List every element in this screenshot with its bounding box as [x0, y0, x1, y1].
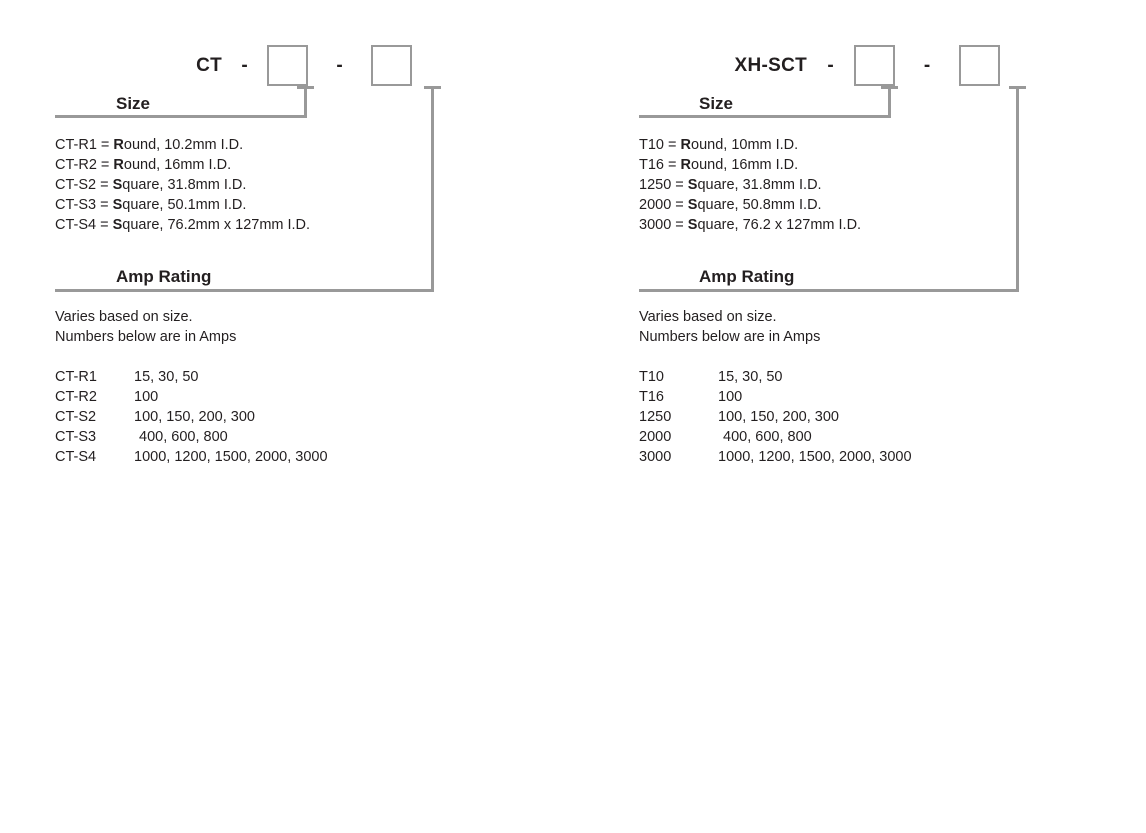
size-entry-rest: quare, 50.8mm I.D. [697, 197, 822, 213]
amp-rating-table [639, 367, 912, 467]
size-leader-vertical [888, 86, 891, 118]
part-number-box-size[interactable] [267, 45, 308, 86]
size-entry [55, 195, 310, 215]
size-entry-initial: S [112, 177, 123, 193]
amp-rating-note-line-2: Numbers below are in Amps [55, 329, 237, 345]
size-leader-horizontal [55, 115, 307, 118]
size-section-title: Size [699, 94, 734, 113]
size-entry-rest: ound, 16mm I.D. [691, 157, 799, 173]
table-row [55, 407, 328, 427]
amp-leader-horizontal [639, 289, 1019, 292]
part-number-separator-1: - [827, 54, 834, 76]
size-entry-code: T16 = [639, 157, 681, 173]
amp-leader-vertical [1016, 86, 1019, 292]
amp-row-code: CT-S3 [55, 429, 97, 445]
table-row [639, 407, 912, 427]
amp-row-code: CT-R1 [55, 369, 97, 385]
table-row [55, 427, 328, 447]
amp-rating-note-line-2: Numbers below are in Amps [639, 329, 821, 345]
amp-row-code: CT-S2 [55, 409, 97, 425]
size-entry-code: CT-R2 = [55, 157, 114, 173]
amp-row-values: 1000, 1200, 1500, 2000, 3000 [718, 449, 912, 465]
size-entry-code: CT-S2 = [55, 177, 113, 193]
amp-row-values: 100 [134, 389, 159, 405]
part-number-code-row [713, 42, 1000, 88]
part-number-prefix: CT [196, 54, 222, 76]
size-entry-list [639, 135, 861, 235]
amp-row-code: CT-R2 [55, 389, 97, 405]
table-row [639, 387, 912, 407]
part-number-box-amp-rating[interactable] [959, 45, 1000, 86]
table-row [639, 427, 912, 447]
amp-row-code: CT-S4 [55, 449, 97, 465]
amp-row-values: 100, 150, 200, 300 [718, 409, 839, 425]
size-entry-rest: ound, 10.2mm I.D. [123, 137, 244, 153]
amp-row-code: T16 [639, 389, 664, 405]
part-number-separator-1: - [241, 54, 248, 76]
part-number-box-size[interactable] [854, 45, 895, 86]
size-entry-code: 2000 = [639, 197, 688, 213]
size-entry [639, 175, 861, 195]
amp-row-code: 3000 [639, 449, 672, 465]
size-entry-code: 1250 = [639, 177, 688, 193]
amp-row-values: 100 [718, 389, 743, 405]
size-entry-rest: ound, 16mm I.D. [123, 157, 232, 173]
size-entry-initial: R [680, 137, 691, 153]
part-number-diagram-ct [42, 0, 552, 500]
size-entry [639, 215, 861, 235]
amp-row-code: 1250 [639, 409, 672, 425]
amp-rating-section-title: Amp Rating [116, 267, 212, 286]
size-entry-initial: S [687, 197, 698, 213]
size-entry-rest: quare, 76.2mm x 127mm I.D. [122, 217, 311, 233]
amp-row-values: 100, 150, 200, 300 [134, 409, 255, 425]
amp-leader-vertical [431, 86, 434, 292]
size-entry-rest: quare, 31.8mm I.D. [122, 177, 247, 193]
part-number-code-row [162, 42, 412, 88]
size-entry-rest: quare, 50.1mm I.D. [122, 197, 247, 213]
size-entry-rest: quare, 76.2 x 127mm I.D. [697, 217, 862, 233]
size-entry-code: CT-R1 = [55, 137, 114, 153]
size-entry [55, 215, 310, 235]
size-entry-code: T10 = [639, 137, 681, 153]
size-entry-initial: S [112, 197, 123, 213]
size-entry-code: 3000 = [639, 217, 688, 233]
amp-rating-note [639, 307, 820, 347]
amp-rating-note-line-1: Varies based on size. [55, 309, 193, 325]
table-row [639, 367, 912, 387]
size-entry [55, 155, 310, 175]
size-entry [55, 135, 310, 155]
size-entry-initial: S [687, 217, 698, 233]
table-row [55, 387, 328, 407]
amp-row-values: 400, 600, 800 [139, 429, 228, 445]
amp-row-values: 1000, 1200, 1500, 2000, 3000 [134, 449, 328, 465]
amp-rating-note [55, 307, 236, 347]
size-entry-code: CT-S4 = [55, 217, 113, 233]
table-row [639, 447, 912, 467]
size-leader-vertical [304, 86, 307, 118]
amp-row-values: 400, 600, 800 [723, 429, 812, 445]
part-number-box-amp-rating[interactable] [371, 45, 412, 86]
size-entry-rest: ound, 10mm I.D. [691, 137, 799, 153]
size-entry-initial: R [680, 157, 691, 173]
size-entry-initial: S [112, 217, 123, 233]
size-leader-horizontal [639, 115, 891, 118]
size-entry-initial: R [113, 137, 124, 153]
amp-leader-horizontal [55, 289, 434, 292]
amp-row-code: 2000 [639, 429, 672, 445]
size-entry-code: CT-S3 = [55, 197, 113, 213]
size-entry [639, 195, 861, 215]
amp-row-values: 15, 30, 50 [718, 369, 783, 385]
size-entry-initial: S [687, 177, 698, 193]
amp-rating-note-line-1: Varies based on size. [639, 309, 777, 325]
amp-rating-table [55, 367, 328, 467]
size-entry-initial: R [113, 157, 124, 173]
size-entry [639, 135, 861, 155]
amp-row-code: T10 [639, 369, 664, 385]
part-number-diagram-xh-sct [627, 0, 1137, 500]
size-section-title: Size [116, 94, 151, 113]
table-row [55, 367, 328, 387]
amp-row-values: 15, 30, 50 [134, 369, 199, 385]
part-number-separator-2: - [923, 54, 931, 76]
part-number-separator-2: - [336, 54, 343, 76]
size-entry-rest: quare, 31.8mm I.D. [697, 177, 822, 193]
size-entry-list [55, 135, 310, 235]
size-entry [639, 155, 861, 175]
size-entry [55, 175, 310, 195]
part-number-prefix: XH-SCT [734, 54, 807, 76]
amp-rating-section-title: Amp Rating [699, 267, 795, 286]
table-row [55, 447, 328, 467]
